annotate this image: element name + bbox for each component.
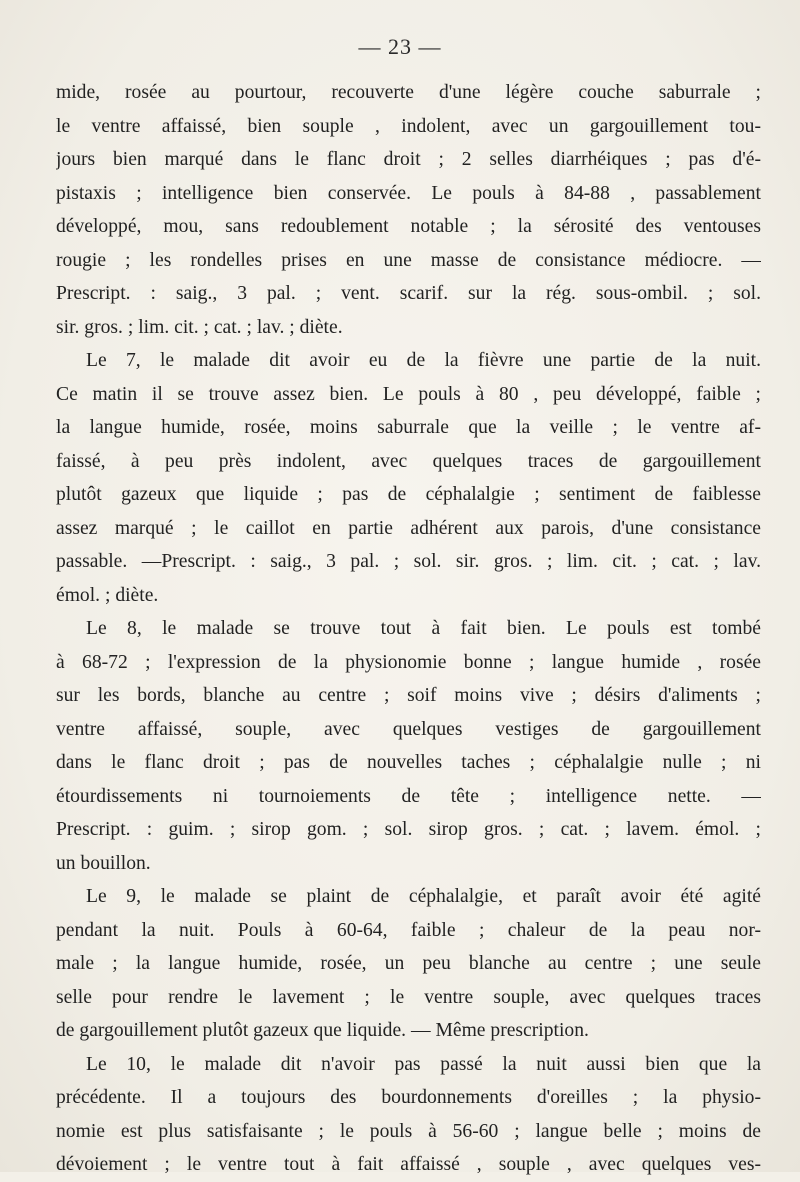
text-line: dans le flanc droit ; pas de nouvelles taches ; céphalalgie nulle ; ni: [56, 752, 761, 773]
text-line: selle pour rendre le lavement ; le ventre souple, avec quelques traces: [56, 986, 761, 1008]
text-line: Le 9, le malade se plaint de céphalalgie, et paraît avoir été agité: [86, 886, 761, 907]
text-line: rougie ; les rondelles prises en une masse de consistance médiocre. —: [56, 249, 761, 271]
text-line: précédente. Il a toujours des bourdonnements d'oreilles ; la physio-: [56, 1087, 761, 1108]
text-line: Prescript. : saig., 3 pal. ; vent. scarif. sur la rég. sous-ombil. ; sol.: [56, 283, 761, 304]
text-line: développé, mou, sans redoublement notable ; la sérosité des ventouses: [56, 216, 761, 237]
text-line: passable. —Prescript. : saig., 3 pal. ; sol. sir. gros. ; lim. cit. ; cat. ; lav.: [56, 551, 761, 572]
text-line: le ventre affaissé, bien souple , indolent, avec un gargouillement tou-: [56, 115, 761, 137]
text-line: pistaxis ; intelligence bien conservée. Le pouls à 84-88 , passablement: [56, 182, 761, 204]
text-line: sir. gros. ; lim. cit. ; cat. ; lav. ; diète.: [56, 316, 343, 338]
text-line: pendant la nuit. Pouls à 60-64, faible ; chaleur de la peau nor-: [56, 919, 761, 941]
text-line: un bouillon.: [56, 852, 151, 874]
text-line: nomie est plus satisfaisante ; le pouls à 56-60 ; langue belle ; moins de: [56, 1120, 761, 1142]
text-line: assez marqué ; le caillot en partie adhérent aux parois, d'une consistance: [56, 517, 761, 539]
text-line: de gargouillement plutôt gazeux que liquide. — Même prescription.: [56, 1020, 589, 1041]
text-line: émol. ; diète.: [56, 584, 159, 606]
text-line: Prescript. : guim. ; sirop gom. ; sol. sirop gros. ; cat. ; lavem. émol. ;: [56, 819, 761, 840]
text-line: jours bien marqué dans le flanc droit ; 2 selles diarrhéiques ; pas d'é-: [56, 149, 761, 170]
body-text: [56, 76, 761, 1182]
text-line: Le 7, le malade dit avoir eu de la fièvre une partie de la nuit.: [86, 350, 761, 371]
page-number-header: — 23 —: [358, 34, 442, 59]
text-line: sur les bords, blanche au centre ; soif moins vive ; désirs d'aliments ;: [56, 685, 761, 706]
text-line: à 68-72 ; l'expression de la physionomie bonne ; langue humide , rosée: [56, 651, 761, 673]
text-line: Le 10, le malade dit n'avoir pas passé la nuit aussi bien que la: [86, 1053, 761, 1075]
text-line: la langue humide, rosée, moins saburrale que la veille ; le ventre af-: [56, 417, 761, 438]
text-line: Ce matin il se trouve assez bien. Le pouls à 80 , peu développé, faible ;: [56, 383, 761, 405]
text-line: faissé, à peu près indolent, avec quelques traces de gargouillement: [56, 450, 761, 472]
text-line: mide, rosée au pourtour, recouverte d'une légère couche saburrale ;: [56, 82, 761, 103]
text-line: étourdissements ni tournoiements de tête ; intelligence nette. —: [56, 785, 761, 807]
text-line: Le 8, le malade se trouve tout à fait bien. Le pouls est tombé: [86, 618, 761, 639]
text-line: dévoiement ; le ventre tout à fait affaissé , souple , avec quelques ves-: [56, 1154, 761, 1175]
text-line: ventre affaissé, souple, avec quelques vestiges de gargouillement: [56, 718, 761, 740]
text-line: plutôt gazeux que liquide ; pas de céphalalgie ; sentiment de faiblesse: [56, 484, 761, 505]
text-line: male ; la langue humide, rosée, un peu blanche au centre ; une seule: [56, 953, 761, 974]
